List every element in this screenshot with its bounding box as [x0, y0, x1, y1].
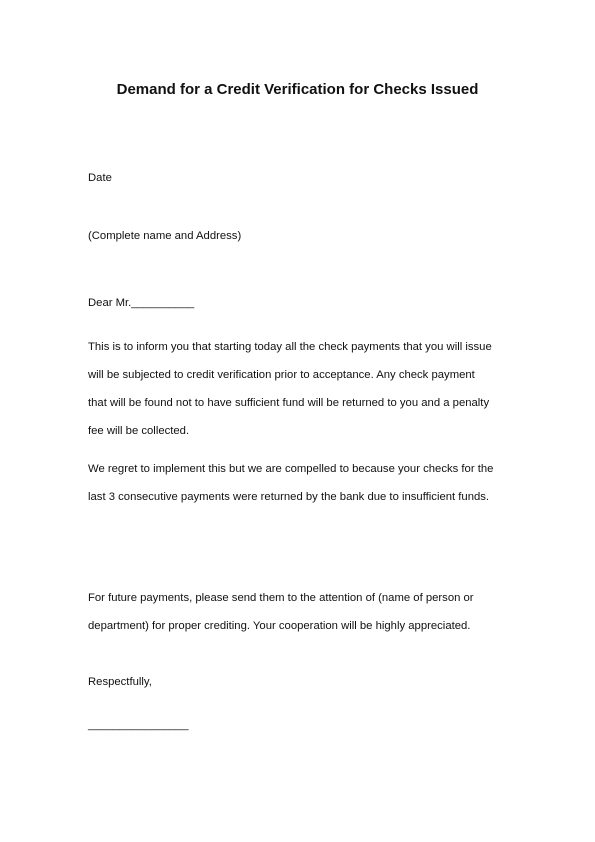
- closing: Respectfully,: [88, 676, 152, 688]
- paragraph3-line2: department) for proper crediting. Your cooperation will be highly appreciated.: [88, 620, 471, 632]
- paragraph2-line2: last 3 consecutive payments were returned by the bank due to insufficient funds.: [88, 491, 490, 503]
- signature-line: ________________: [88, 719, 189, 731]
- recipient-address: (Complete name and Address): [88, 230, 242, 242]
- paragraph1-line4: fee will be collected.: [88, 425, 190, 437]
- paragraph1-line3: that will be found not to have sufficient fund will be returned to you and a penalty: [88, 397, 490, 409]
- paragraph3-line1: For future payments, please send them to the attention of (name of person or: [88, 592, 474, 604]
- document-title: Demand for a Credit Verification for Checks Issued: [116, 81, 479, 98]
- salutation: Dear Mr.__________: [88, 297, 195, 309]
- date-label: Date: [88, 172, 112, 184]
- paragraph2-line1: We regret to implement this but we are compelled to because your checks for the: [88, 463, 494, 475]
- paragraph1-line1: This is to inform you that starting today all the check payments that you will issue: [88, 341, 492, 353]
- paragraph1-line2: will be subjected to credit verification prior to acceptance. Any check payment: [88, 369, 475, 381]
